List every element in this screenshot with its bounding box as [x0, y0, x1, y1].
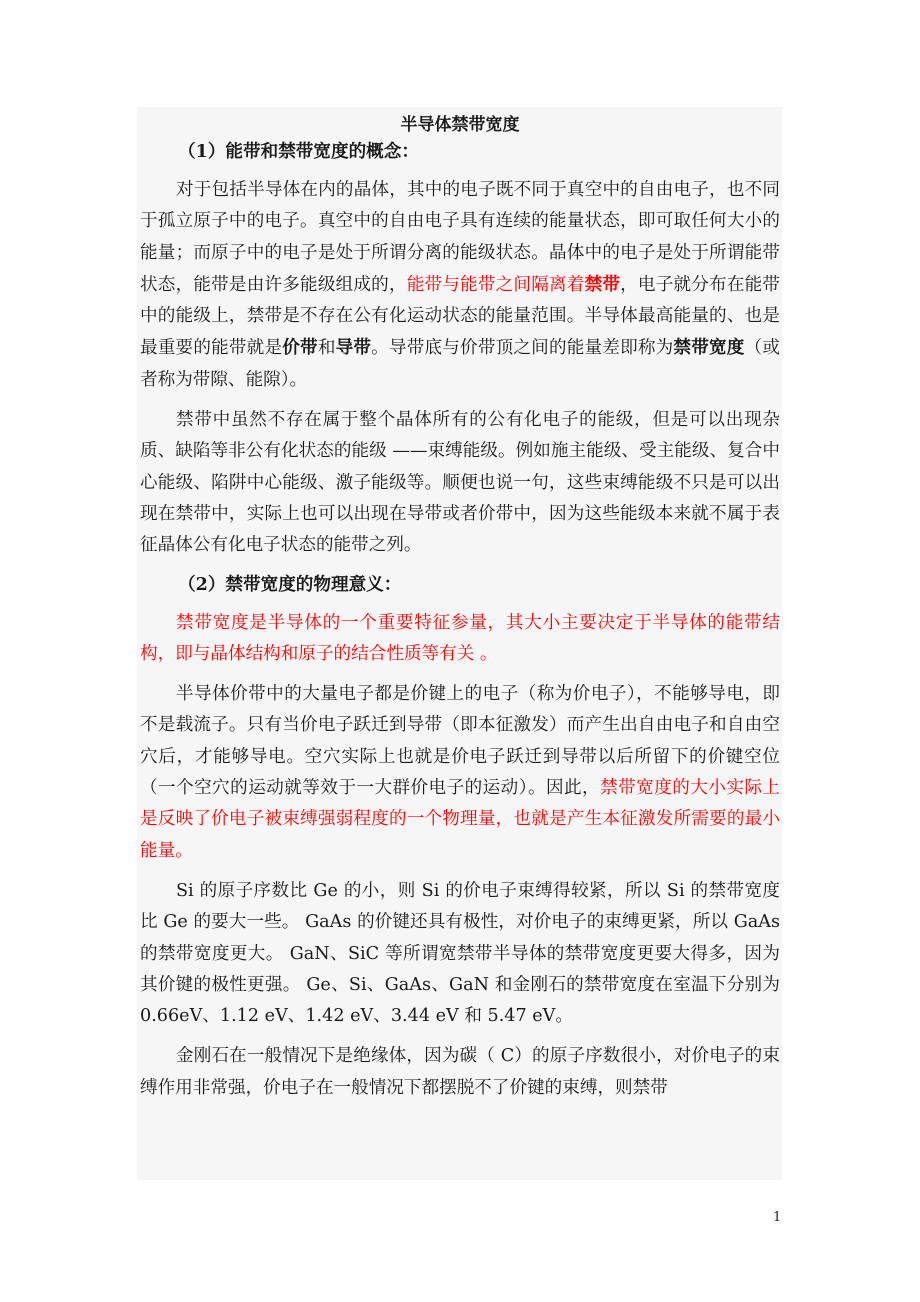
paragraph-1-text-d: （或者称为带隙、能隙）。 [140, 338, 780, 390]
section-heading-2: （2）禁带宽度的物理意义： [178, 573, 402, 595]
paragraph-2: 禁带中虽然不存在属于整个晶体所有的公有化电子的能级，但是可以出现杂质、缺陷等非公有化状态的能级 ——束缚能级。例如施主能级、受主能级、复合中心能级、陷阱中心能级、激子能级等。顺便也说一句，这些束缚能级不只是可以出现在禁带中，实际上也可以出现在导带或者价带中，因为这些能级本来就不属于表征晶体公有化电子状态的能带之列。 [140, 410, 780, 556]
paragraph-3: 禁带宽度是半导体的一个重要特征参量，其大小主要决定于半导体的能带结构，即与晶体结构和原子的结合性质等有关 。 [140, 612, 780, 664]
section-heading-1: （1）能带和禁带宽度的概念： [178, 141, 419, 162]
paragraph-4-text: 半导体价带中的大量电子都是价键上的电子（称为价电子），不能够导电，即不是载流子。只有当价电子跃迁到导带（即本征激发）而产生出自由电子和自由空穴后，才能够导电。空穴实际上也就是价电子跃迁到导带以后所留下的价键空位（一个空穴的运动就等效于一大群价电子的运动）。因此， [140, 684, 780, 799]
paragraph-4 [140, 679, 780, 867]
paragraph-1-highlight: 能带与能带之间隔离着 [406, 274, 585, 295]
paragraph-1-highlight-bold: 禁带 [584, 273, 621, 295]
page-number: 1 [773, 1210, 782, 1225]
paragraph-1-text-c: 。导带底与价带顶之间的能量差即称为 [371, 338, 674, 359]
term-band-gap: 禁带宽度 [673, 337, 745, 359]
paragraph-1-and: 和 [317, 338, 336, 359]
term-conduction-band: 导带 [335, 337, 372, 359]
paragraph-1-text-a: 对于包括半导体在内的晶体，其中的电子既不同于真空中的自由电子，也不同于孤立原子中的电子。真空中的自由电子具有连续的能量状态，即可取任何大小的能量；而原子中的电子是处于所谓分离的能级状态。晶体中的电子是处于所谓能带状态，能带是由许多能级组成的， [140, 180, 780, 295]
document-title: 半导体禁带宽度 [400, 115, 520, 135]
paragraph-4-highlight: 禁带宽度的大小实际上是反映了价电子被束缚强弱程度的一个物理量，也就是产生本征激发所需要的最小能量。 [140, 778, 780, 861]
paragraph-1 [140, 175, 780, 396]
term-valence-band: 价带 [282, 337, 318, 359]
paragraph-1-text-b: ，电子就分布在能带中的能级上，禁带是不存在公有化运动状态的能量范围。半导体最高能量的、也是最重要的能带就是 [140, 274, 780, 359]
paragraph-5: Si 的原子序数比 Ge 的小，则 Si 的价电子束缚得较紧，所以 Si 的禁带宽度比 Ge 的要大一些。 GaAs 的价键还具有极性，对价电子的束缚更紧，所以 GaAs 的禁带宽度更大。 GaN、SiC 等所谓宽禁带半导体的禁带宽度更要大得多，因为其价键的极性更强。 Ge、Si、GaAs、GaN 和金刚石的禁带宽度在室温下分别为 0.66eV、1.12 eV、1.42 eV、3.44 eV 和 5.47 eV。 [140, 880, 780, 1027]
paragraph-6: 金刚石在一般情况下是绝缘体，因为碳（ C）的原子序数很小，对价电子的束缚作用非常强，价电子在一般情况下都摆脱不了价键的束缚，则禁带 [140, 1046, 780, 1098]
document-body [140, 112, 780, 1104]
